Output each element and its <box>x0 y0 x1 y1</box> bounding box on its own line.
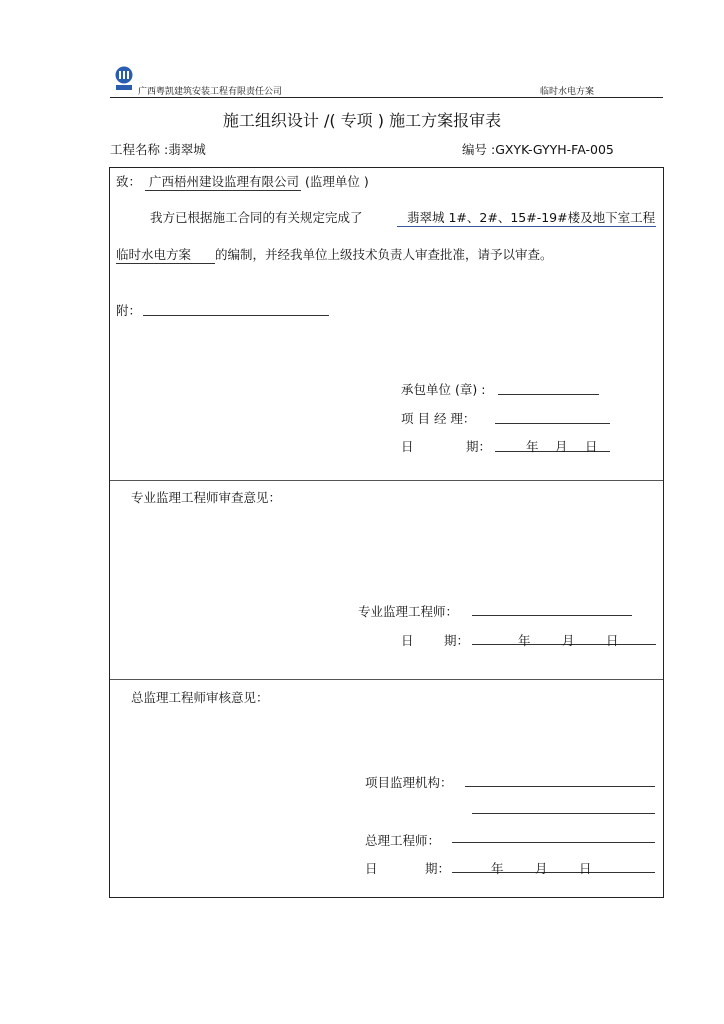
section-divider-1 <box>110 480 663 481</box>
to-label: 致： <box>116 174 142 189</box>
attachment-field <box>143 315 329 316</box>
company-logo <box>114 66 134 92</box>
statement-line-2 <box>116 245 553 264</box>
attachment-label: 附： <box>116 303 142 318</box>
date-field-3 <box>452 872 655 873</box>
chief-review-heading: 总监理工程师审核意见： <box>131 690 269 705</box>
addressee-company: 广西梧州建设监理有限公司 <box>145 172 301 191</box>
document-code <box>462 140 614 158</box>
scheme-name: 临时水电方案 <box>116 245 215 264</box>
engineer-label: 专业监理工程师： <box>358 604 459 619</box>
statement-suffix: 的编制，并经我单位上级技术负责人审查批准，请予以审查。 <box>215 247 553 262</box>
header-company: 广西粤凯建筑安装工程有限责任公司 <box>138 87 283 97</box>
statement-project-wrap <box>397 208 656 227</box>
project-label: 工程名称 : <box>110 142 169 157</box>
date-day-1: 日 <box>585 439 598 454</box>
date-label-2a: 日 <box>401 633 414 648</box>
header-doc-type: 临时水电方案 <box>540 87 595 97</box>
section-divider-2 <box>110 679 663 680</box>
engineer-field <box>472 615 632 616</box>
project-name <box>110 140 206 158</box>
engineer-review-heading: 专业监理工程师审查意见： <box>131 490 282 505</box>
addressee-suffix: (监理单位 ) <box>305 174 369 189</box>
date-label-3a: 日 <box>365 861 378 876</box>
project-manager-label: 项 目 经 理： <box>401 411 476 426</box>
date-label-1a: 日 <box>401 439 414 454</box>
project-value: 翡翠城 <box>168 142 206 157</box>
date-label-1b: 期： <box>466 439 492 454</box>
date-day-3: 日 <box>579 861 592 876</box>
chief-engineer-field <box>452 842 655 843</box>
supervision-org-field <box>465 786 655 787</box>
statement-prefix: 我方已根据施工合同的有关规定完成了 <box>150 210 363 225</box>
project-manager-field <box>495 423 610 424</box>
date-year-2: 年 <box>518 633 531 648</box>
page-title: 施工组织设计 /( 专项 ) 施工方案报审表 <box>222 111 502 130</box>
supervision-org-label: 项目监理机构： <box>365 775 453 790</box>
supervision-org-field-2 <box>472 813 655 814</box>
date-month-1: 月 <box>555 439 568 454</box>
addressee-line <box>116 172 369 191</box>
chief-engineer-label: 总理工程师： <box>365 833 441 848</box>
date-month-3: 月 <box>535 861 548 876</box>
code-label: 编号 : <box>462 142 496 157</box>
contractor-label: 承包单位 (章) : <box>401 382 486 397</box>
date-day-2: 日 <box>606 633 619 648</box>
contractor-field <box>498 394 599 395</box>
date-month-2: 月 <box>562 633 575 648</box>
code-value: GXYK-GYYH-FA-005 <box>495 142 614 157</box>
date-label-3b: 期： <box>425 861 451 876</box>
statement-line-1 <box>150 208 363 226</box>
statement-project: 翡翠城 1#、2#、15#-19#楼及地下室工程 <box>397 208 656 227</box>
date-year-1: 年 <box>526 439 539 454</box>
date-year-3: 年 <box>491 861 504 876</box>
date-label-2b: 期： <box>444 633 470 648</box>
header-divider <box>110 97 663 98</box>
